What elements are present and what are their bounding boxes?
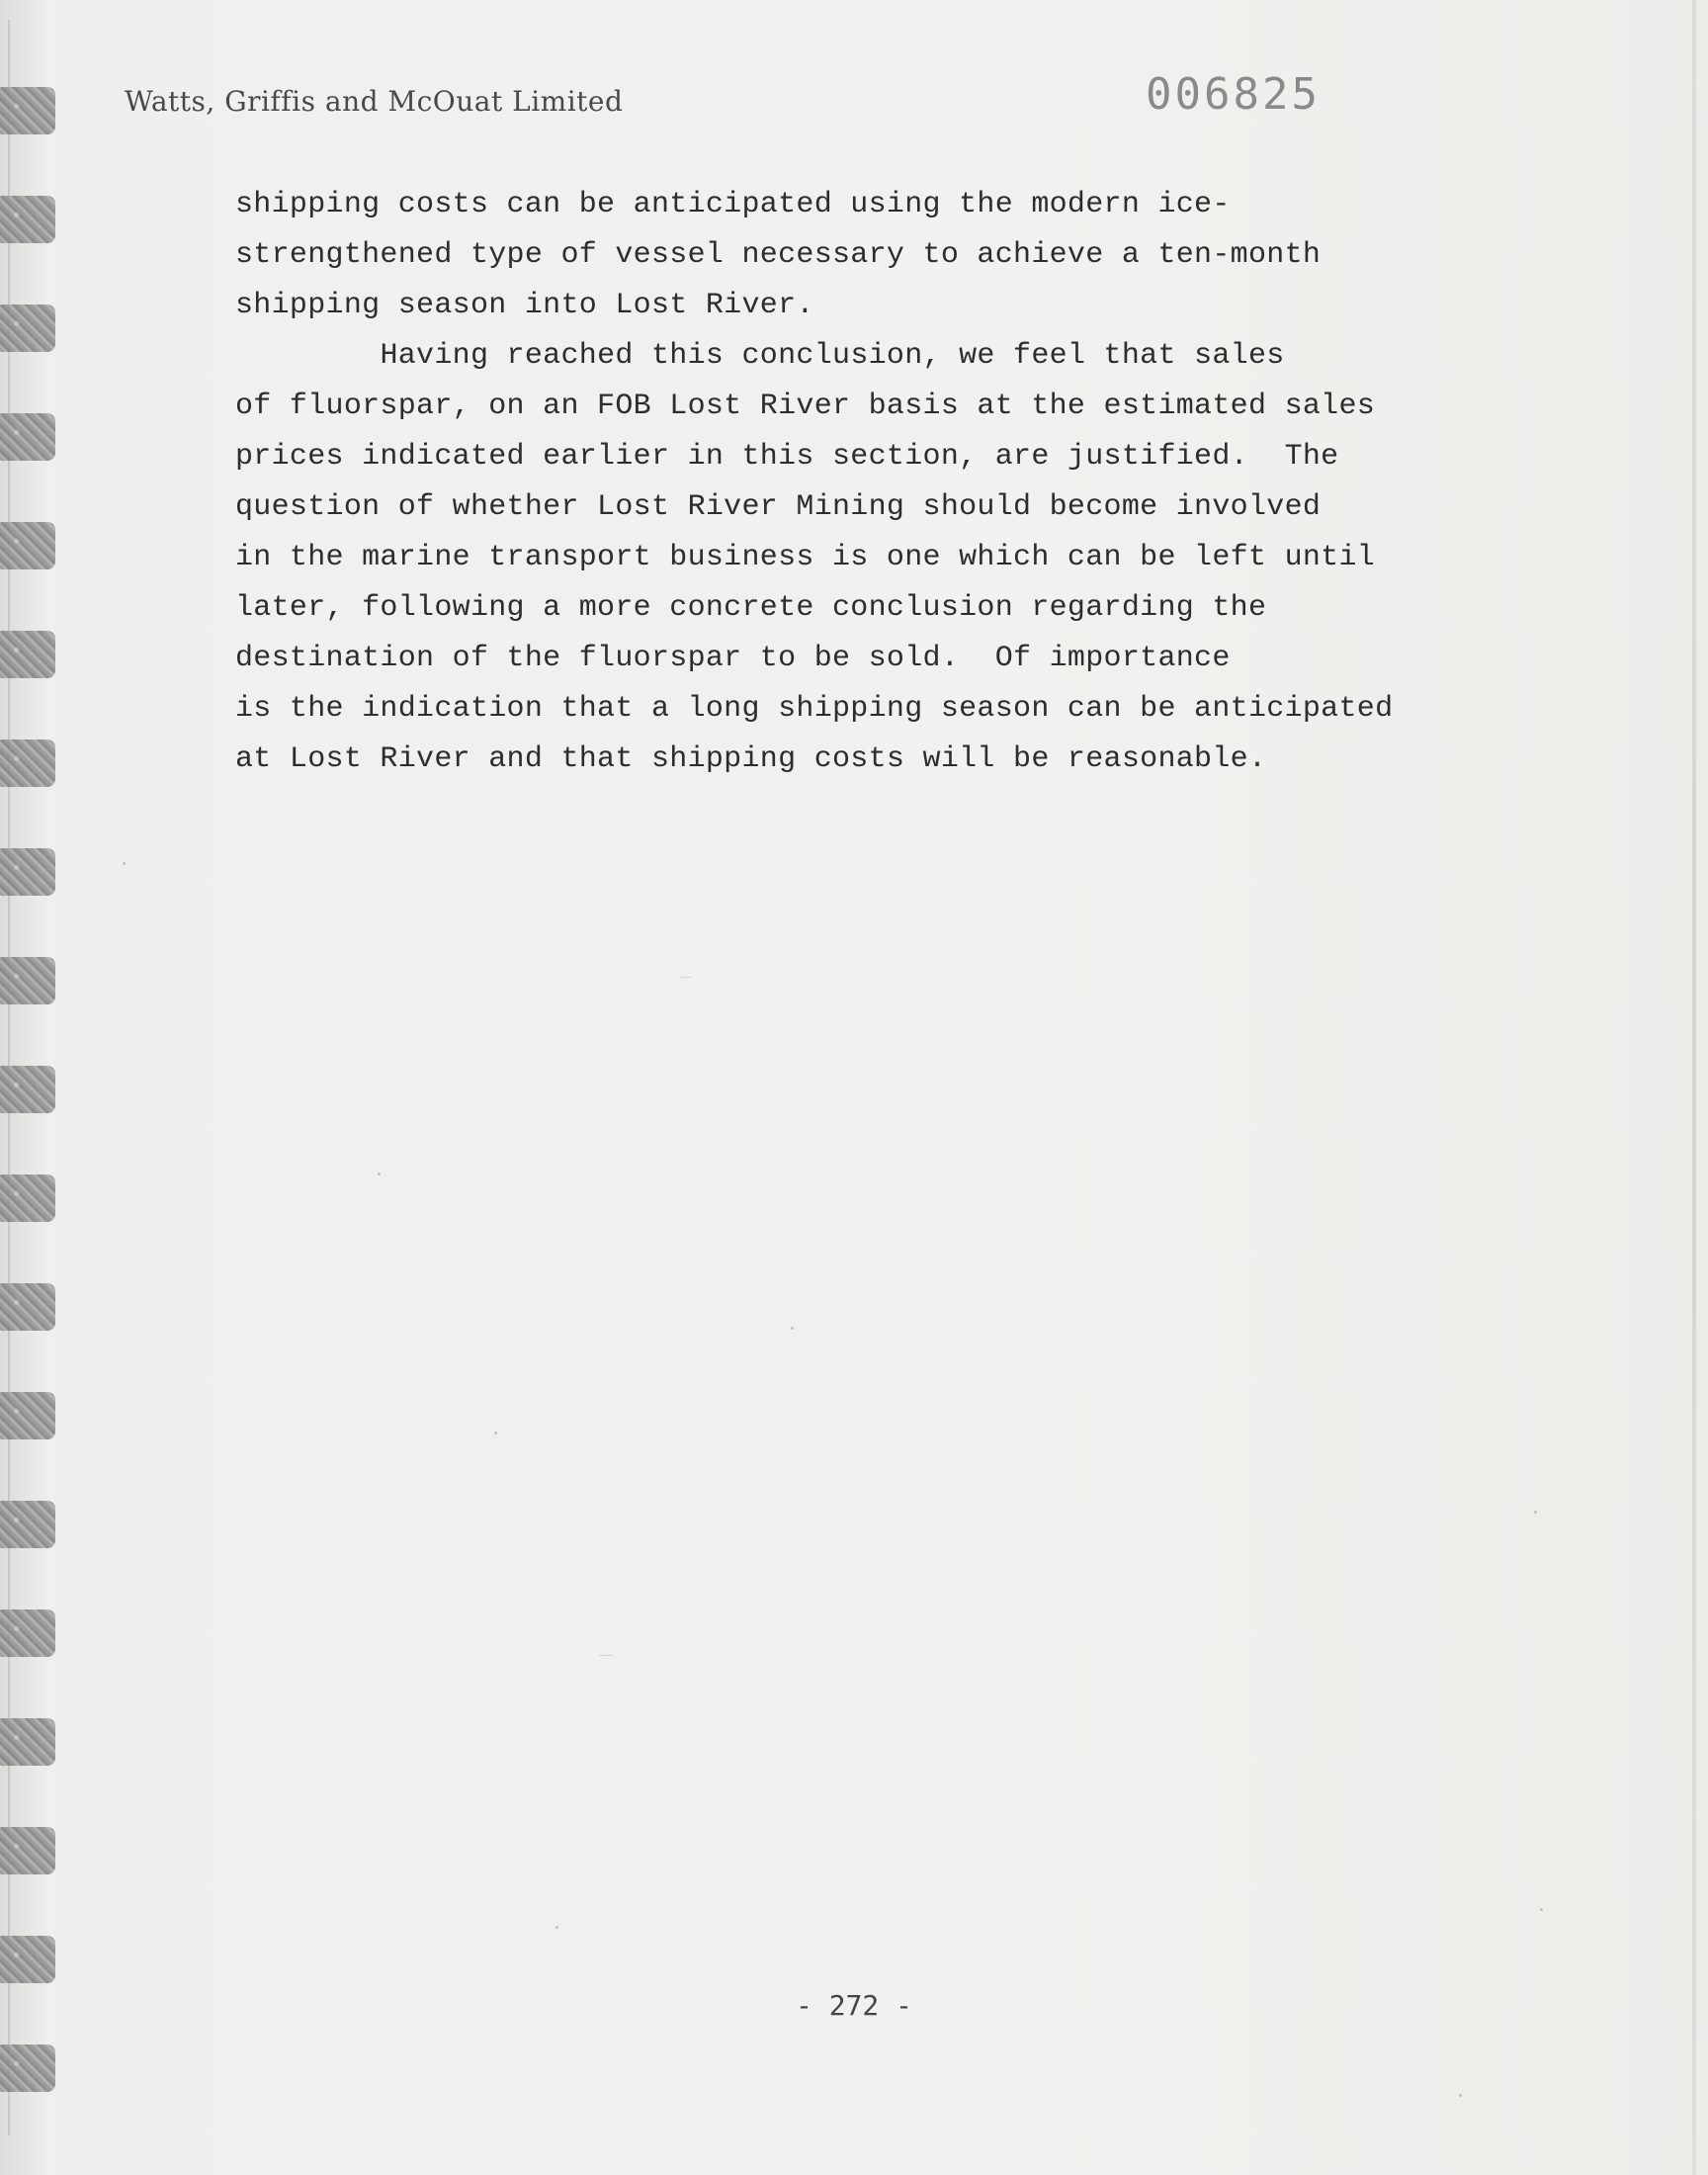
binding-hole (0, 1066, 55, 1113)
binding-hole (0, 1718, 55, 1766)
text-line: question of whether Lost River Mining should become involved (235, 490, 1322, 524)
scan-speck (1534, 1511, 1537, 1514)
binding-hole (0, 1936, 55, 1983)
text-line: destination of the fluorspar to be sold. Of importance (235, 642, 1231, 675)
text-line: at Lost River and that shipping costs will be reasonable. (235, 742, 1267, 776)
binding-hole (0, 848, 55, 896)
document-stamp-number: 006825 (1146, 69, 1321, 120)
scan-line-speck (599, 1655, 613, 1656)
text-line: in the marine transport business is one which can be left until (235, 541, 1376, 574)
binding-hole (0, 304, 55, 352)
page-number: - 272 - (795, 1989, 912, 2022)
binding-hole (0, 1501, 55, 1548)
scan-speck (1540, 1908, 1543, 1911)
binding-hole (0, 413, 55, 461)
scan-speck (378, 1173, 381, 1175)
text-line: of fluorspar, on an FOB Lost River basis at the estimated sales (235, 390, 1376, 423)
binding-hole (0, 631, 55, 678)
scan-speck (555, 1926, 558, 1929)
binding-hole (0, 522, 55, 569)
binding-hole (0, 1174, 55, 1222)
scan-speck (494, 1432, 497, 1435)
scan-speck (123, 862, 126, 865)
binding-hole (0, 1392, 55, 1439)
spiral-binding (0, 0, 69, 2175)
text-line: shipping costs can be anticipated using the modern ice- (235, 188, 1231, 221)
binding-hole (0, 196, 55, 243)
text-line: prices indicated earlier in this section, are justified. The (235, 440, 1339, 474)
binding-hole (0, 1610, 55, 1657)
text-line: shipping season into Lost River. (235, 289, 814, 322)
binding-hole (0, 87, 55, 134)
binding-hole (0, 2044, 55, 2092)
scan-speck (791, 1327, 794, 1330)
binding-hole (0, 957, 55, 1004)
binding-hole (0, 1283, 55, 1331)
text-line: strengthened type of vessel necessary to achieve a ten-month (235, 238, 1322, 272)
text-line: is the indication that a long shipping season can be anticipated (235, 692, 1394, 726)
scan-line-speck (681, 977, 691, 978)
text-line: later, following a more concrete conclusion regarding the (235, 591, 1267, 625)
binding-hole (0, 740, 55, 787)
body-text (235, 180, 1540, 785)
binding-hole (0, 1827, 55, 1874)
page-right-edge (1692, 0, 1696, 2175)
text-line: Having reached this conclusion, we feel that sales (235, 339, 1285, 373)
scan-speck (1459, 2094, 1462, 2097)
letterhead: Watts, Griffis and McOuat Limited (125, 85, 624, 118)
